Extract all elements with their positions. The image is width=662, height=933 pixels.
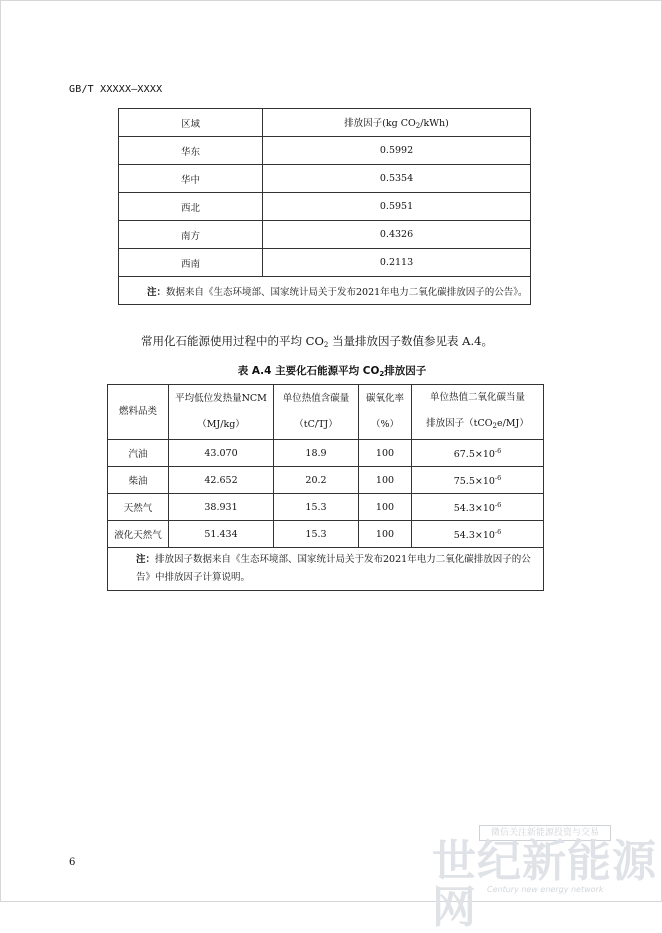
table-caption: 表 A.4 主要化石能源平均 $CO_2$排放因子 bbox=[237, 365, 427, 378]
factor-cell: $75.5\times 10^{-6}$ bbox=[412, 467, 544, 494]
standard-code: GB/T XXXXX—XXXX bbox=[69, 84, 163, 95]
page-number: 6 bbox=[69, 857, 76, 868]
region-cell: 南方 bbox=[119, 221, 263, 249]
fuel-cell: 液化天然气 bbox=[108, 521, 169, 548]
oxidation-cell: 100 bbox=[359, 467, 412, 494]
oxidation-cell: 100 bbox=[359, 494, 412, 521]
value-cell: 0.4326 bbox=[263, 221, 531, 249]
value-cell: 0.5951 bbox=[263, 193, 531, 221]
ncm-cell: 43.070 bbox=[169, 440, 274, 467]
grid-emission-factor-table bbox=[118, 108, 531, 305]
table-note-row bbox=[108, 548, 544, 591]
value-cell: 0.5992 bbox=[263, 137, 531, 165]
table-row bbox=[119, 221, 531, 249]
header-region: 区域 bbox=[119, 109, 263, 137]
value-cell: 0.5354 bbox=[263, 165, 531, 193]
carbon-cell: 15.3 bbox=[274, 521, 359, 548]
header-carbon-content: 单位热值含碳量 （tC/TJ） bbox=[274, 385, 359, 440]
table-note: 注：数据来自《生态环境部、国家统计局关于发布2021年电力二氧化碳排放因子的公告》。 bbox=[119, 277, 531, 305]
table-header-row bbox=[108, 385, 544, 440]
fuel-cell: 天然气 bbox=[108, 494, 169, 521]
factor-cell: $54.3\times 10^{-6}$ bbox=[412, 521, 544, 548]
ncm-cell: 38.931 bbox=[169, 494, 274, 521]
fossil-fuel-emission-table bbox=[107, 384, 544, 591]
fuel-cell: 汽油 bbox=[108, 440, 169, 467]
watermark-logo-text: 世纪新能源网 bbox=[432, 836, 657, 933]
body-paragraph: 常用化石能源使用过程中的平均 $CO_2$ 当量排放因子数值参见表 A.4。 bbox=[141, 334, 493, 349]
table-row bbox=[108, 467, 544, 494]
region-cell: 西南 bbox=[119, 249, 263, 277]
fuel-cell: 柴油 bbox=[108, 467, 169, 494]
table-row bbox=[119, 137, 531, 165]
table-row bbox=[108, 521, 544, 548]
region-cell: 西北 bbox=[119, 193, 263, 221]
carbon-cell: 18.9 bbox=[274, 440, 359, 467]
header-ncm: 平均低位发热量NCM （MJ/kg） bbox=[169, 385, 274, 440]
factor-cell: $67.5\times 10^{-6}$ bbox=[412, 440, 544, 467]
carbon-cell: 15.3 bbox=[274, 494, 359, 521]
oxidation-cell: 100 bbox=[359, 521, 412, 548]
region-cell: 华中 bbox=[119, 165, 263, 193]
factor-cell: $54.3\times 10^{-6}$ bbox=[412, 494, 544, 521]
ncm-cell: 51.434 bbox=[169, 521, 274, 548]
table-header-row bbox=[119, 109, 531, 137]
carbon-cell: 20.2 bbox=[274, 467, 359, 494]
header-oxidation-rate: 碳氧化率 （%） bbox=[359, 385, 412, 440]
watermark-wechat-text: 微信关注新能源投资与交易 bbox=[479, 825, 611, 841]
table-row bbox=[108, 440, 544, 467]
header-emission-factor: 单位热值二氧化碳当量 排放因子（tCO$_2$e/MJ） bbox=[412, 385, 544, 440]
table-row bbox=[119, 249, 531, 277]
table-note-row bbox=[119, 277, 531, 305]
header-emission-factor: 排放因子(kg $CO_2/kWh$) bbox=[263, 109, 531, 137]
value-cell: 0.2113 bbox=[263, 249, 531, 277]
region-cell: 华东 bbox=[119, 137, 263, 165]
oxidation-cell: 100 bbox=[359, 440, 412, 467]
header-fuel: 燃料品类 bbox=[108, 385, 169, 440]
table-row bbox=[108, 494, 544, 521]
ncm-cell: 42.652 bbox=[169, 467, 274, 494]
table-row bbox=[119, 193, 531, 221]
table-note: 注：排放因子数据来自《生态环境部、国家统计局关于发布2021年电力二氧化碳排放因子的公 告》中排放因子计算说明。 bbox=[108, 548, 544, 591]
watermark-english-text: Century new energy network bbox=[487, 885, 604, 894]
table-row bbox=[119, 165, 531, 193]
